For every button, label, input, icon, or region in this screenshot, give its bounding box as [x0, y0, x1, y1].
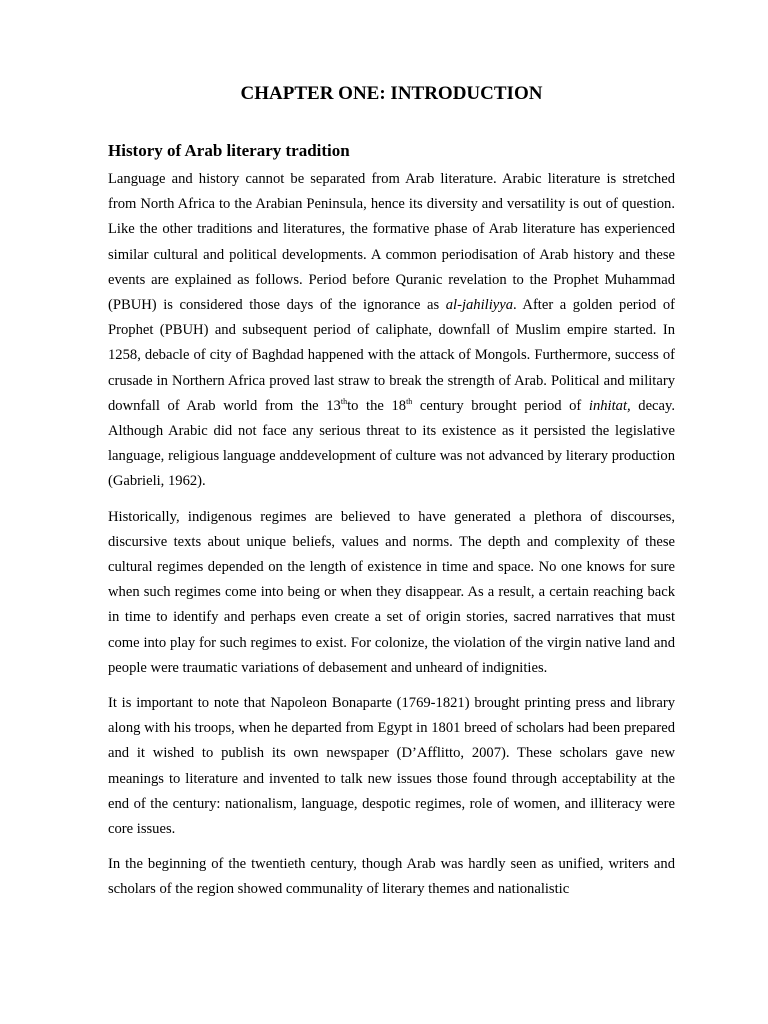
paragraph-2: Historically, indigenous regimes are believed to have generated a plethora of discourses, discursive texts about unique beliefs, values and norms. The depth and complexity of these cultural regimes depended on the length of existence in time and space. No one knows for sure when such regimes come into being or when they disappear. As a result, a certain reaching back in time to identify and perhaps even create a set of origin stories, sacred narratives that must come into play for such regimes to exist. For colonize, the violation of the virgin native land and people were traumatic variations of debasement and unheard of indignities. — [108, 508, 675, 676]
paragraph-3: It is important to note that Napoleon Bonaparte (1769-1821) brought printing press and library along with his troops, when he departed from Egypt in 1801 breed of scholars had been prepared and it wished to publish its own newspaper (D’Afflitto, 2007). These scholars gave new meanings to literature and invented to talk new issues those found through acceptability at the end of the century: nationalism, language, despotic regimes, role of women, and illiteracy were core issues. — [108, 695, 675, 838]
section-heading: History of Arab literary tradition — [108, 141, 350, 160]
term-inhitat: inhitat, — [588, 397, 631, 414]
paragraph-1-text: . After a golden period of Prophet (PBUH) and subsequent period of caliphate, downfall of Muslim empire started. In 1258, debacle of city of Baghdad happened with the attack of Mongols. Furthermore, success of crusade in Northern Africa proved last straw to break the strength of Arab. Political and military downfall of Arab world from the 13 — [108, 297, 676, 414]
paragraph-1-text: to the 18 — [347, 397, 407, 414]
paragraph-1-text: Language and history cannot be separated from Arab literature. Arabic literature is stretched from North Africa to the Arabian Peninsula, hence its diversity and versatility is out of question. Like the other traditions and literatures, the formative phase of Arab literature has experienced similar cultural and political developments. A common periodisation of Arab history and these events are explained as follows. Period before Quranic revelation to the Prophet Muhammad (PBUH) is considered those days of the ignorance as — [108, 171, 675, 314]
paragraph-4: In the beginning of the twentieth century, though Arab was hardly seen as unified, writers and scholars of the region showed communality of literary themes and nationalistic — [108, 856, 675, 898]
paragraph-1-text: decay. Although Arabic did not face any serious threat to its existence as it persisted the legislative language, religious language anddevelopment of culture was not advanced by literary production (Gabrieli, 1962). — [108, 397, 675, 490]
paragraph-1 — [108, 167, 675, 495]
body-text — [108, 167, 675, 913]
term-al-jahiliyya: al-jahiliyya — [445, 297, 514, 314]
superscript-th: th — [406, 396, 413, 406]
chapter-title: CHAPTER ONE: INTRODUCTION — [240, 83, 543, 104]
superscript-th: th — [340, 396, 348, 406]
paragraph-1-text: century brought period of — [412, 397, 589, 414]
